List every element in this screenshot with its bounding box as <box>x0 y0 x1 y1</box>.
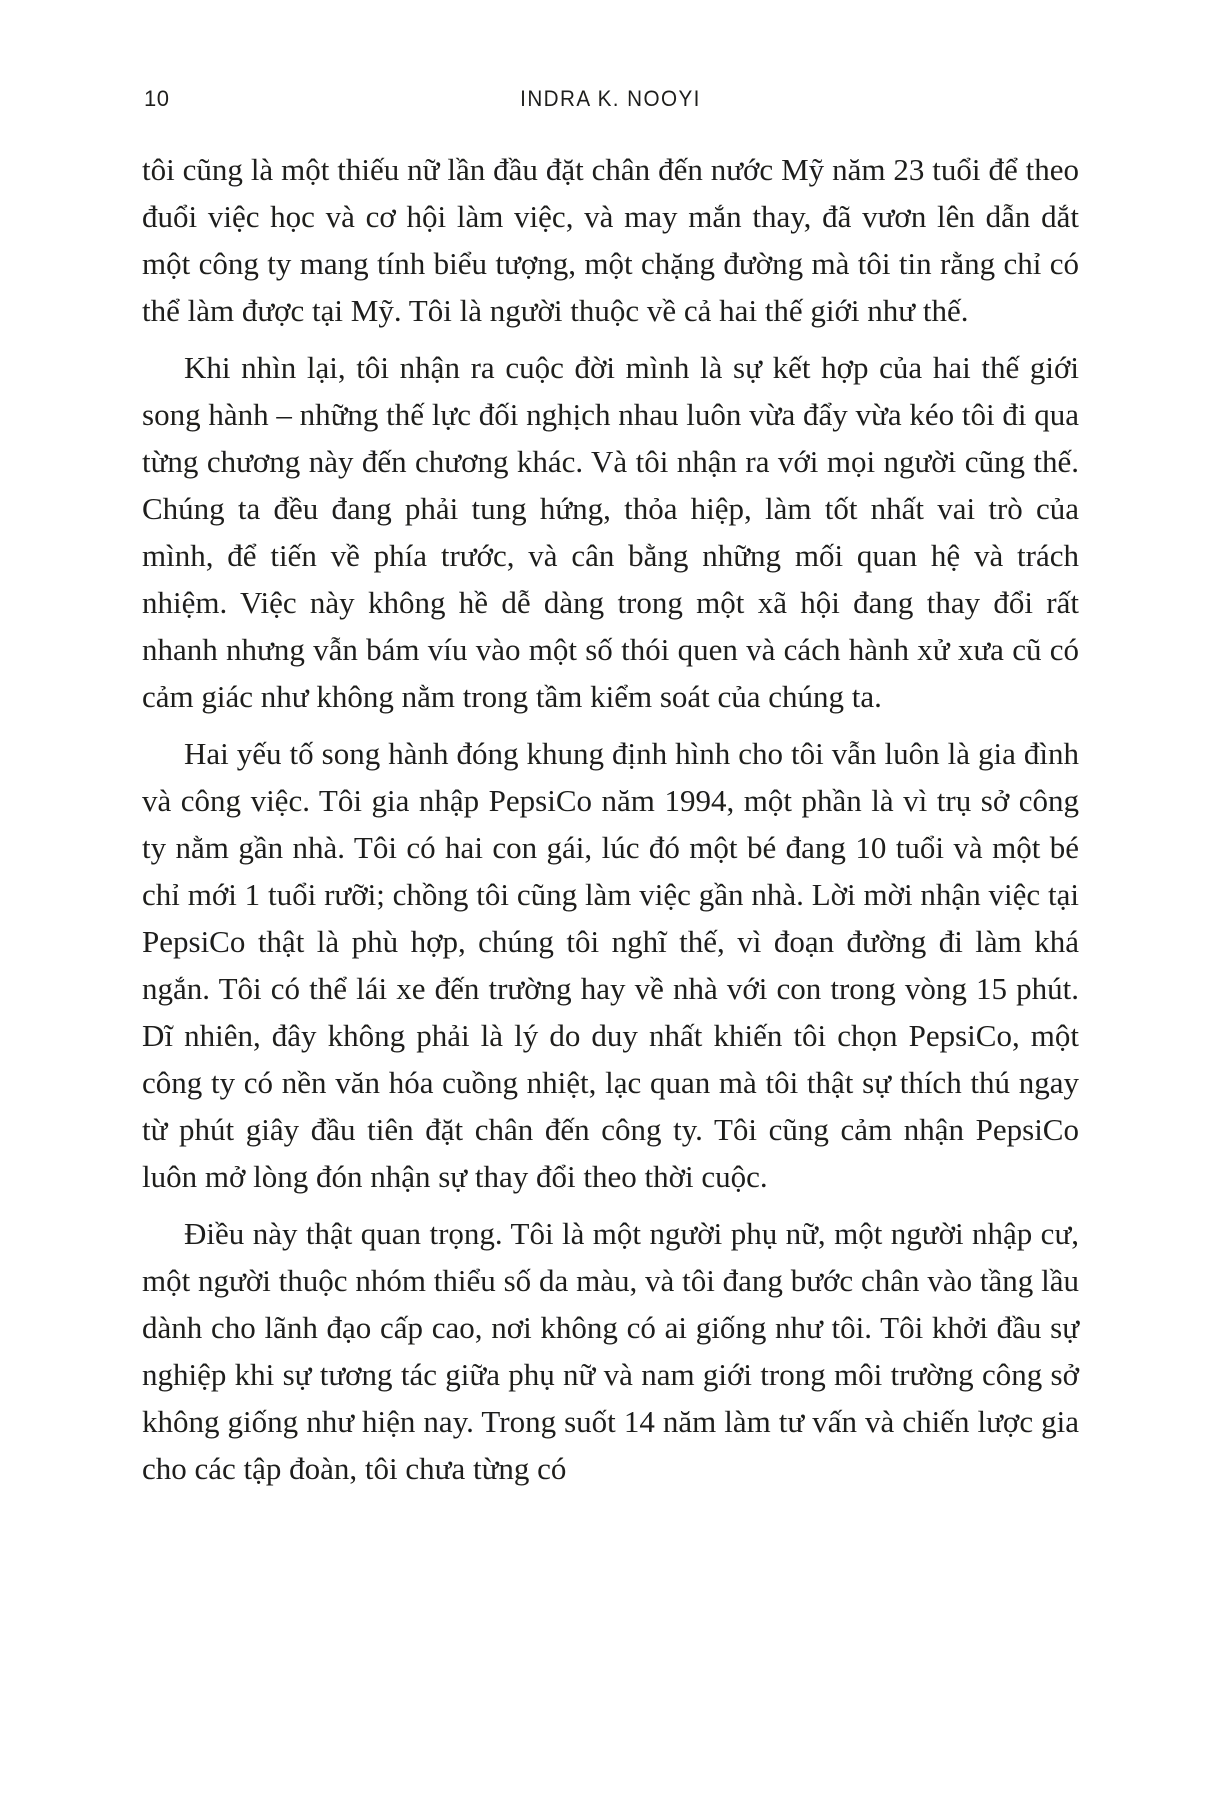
page-header <box>142 86 1079 116</box>
page-number: 10 <box>144 86 170 111</box>
running-head: INDRA K. NOOYI <box>520 86 701 111</box>
paragraph: Điều này thật quan trọng. Tôi là một người phụ nữ, một người nhập cư, một người thuộc nhóm thiểu số da màu, và tôi đang bước chân vào tầng lầu dành cho lãnh đạo cấp cao, nơi không có ai giống như tôi. Tôi khởi đầu sự nghiệp khi sự tương tác giữa phụ nữ và nam giới trong môi trường công sở không giống như hiện nay. Trong suốt 14 năm làm tư vấn và chiến lược gia cho các tập đoàn, tôi chưa từng có <box>142 1216 1079 1486</box>
paragraph: tôi cũng là một thiếu nữ lần đầu đặt chân đến nước Mỹ năm 23 tuổi để theo đuổi việc học và cơ hội làm việc, và may mắn thay, đã vươn lên dẫn dắt một công ty mang tính biểu tượng, một chặng đường mà tôi tin rằng chỉ có thể làm được tại Mỹ. Tôi là người thuộc về cả hai thế giới như thế. <box>142 152 1079 328</box>
paragraph: Khi nhìn lại, tôi nhận ra cuộc đời mình là sự kết hợp của hai thế giới song hành – những thế lực đối nghịch nhau luôn vừa đẩy vừa kéo tôi đi qua từng chương này đến chương khác. Và tôi nhận ra với mọi người cũng thế. Chúng ta đều đang phải tung hứng, thỏa hiệp, làm tốt nhất vai trò của mình, để tiến về phía trước, và cân bằng những mối quan hệ và trách nhiệm. Việc này không hề dễ dàng trong một xã hội đang thay đổi rất nhanh nhưng vẫn bám víu vào một số thói quen và cách hành xử xưa cũ có cảm giác như không nằm trong tầm kiểm soát của chúng ta. <box>142 350 1079 714</box>
body-text <box>142 146 1079 1492</box>
paragraph: Hai yếu tố song hành đóng khung định hình cho tôi vẫn luôn là gia đình và công việc. Tôi gia nhập PepsiCo năm 1994, một phần là vì trụ sở công ty nằm gần nhà. Tôi có hai con gái, lúc đó một bé đang 10 tuổi và một bé chỉ mới 1 tuổi rưỡi; chồng tôi cũng làm việc gần nhà. Lời mời nhận việc tại PepsiCo thật là phù hợp, chúng tôi nghĩ thế, vì đoạn đường đi làm khá ngắn. Tôi có thể lái xe đến trường hay về nhà với con trong vòng 15 phút. Dĩ nhiên, đây không phải là lý do duy nhất khiến tôi chọn PepsiCo, một công ty có nền văn hóa cuồng nhiệt, lạc quan mà tôi thật sự thích thú ngay từ phút giây đầu tiên đặt chân đến công ty. Tôi cũng cảm nhận PepsiCo luôn mở lòng đón nhận sự thay đổi theo thời cuộc. <box>142 736 1079 1194</box>
